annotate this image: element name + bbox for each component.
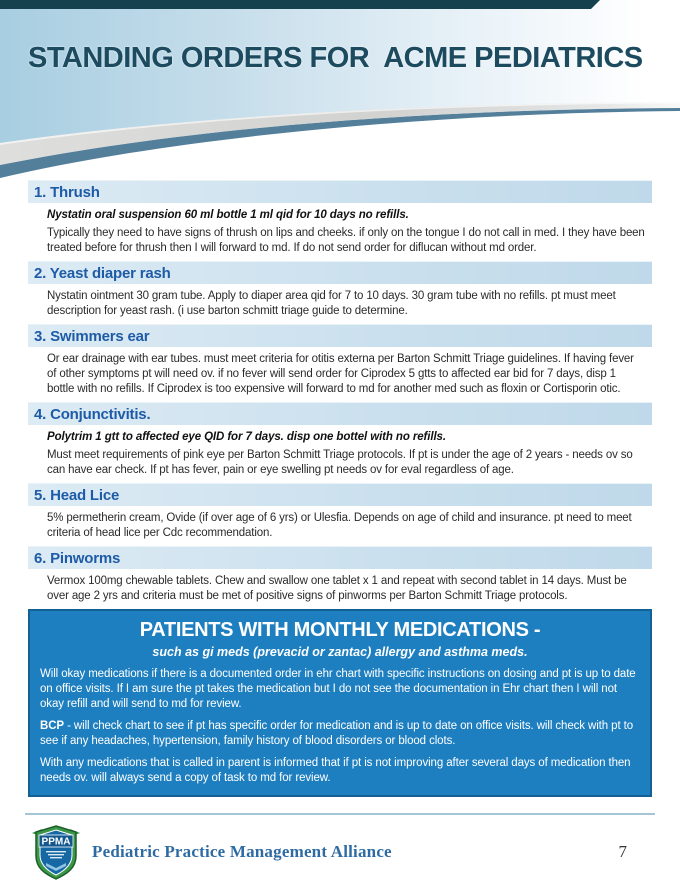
section-heading: 1. Thrush <box>34 183 100 201</box>
monthly-box-heading: PATIENTS WITH MONTHLY MEDICATIONS - <box>139 619 541 641</box>
section-body-text: Vermox 100mg chewable tablets. Chew and swallow one tablet x 1 and repeat with second tablet in 14 days. Must be over age 2 yrs and criteria must be met of positive signs of pinworms per Barton Schmitt Triage protocols. <box>47 575 627 602</box>
section-heading: 4. Conjunctivitis. <box>34 405 151 423</box>
bcp-text: - will check chart to see if pt has specific order for medication and is up to date on office visits. will check with pt to see if any headaches, hypertension, family history of blood disorders or blood clots. <box>40 720 634 747</box>
bcp-label: BCP <box>40 720 64 732</box>
section-body-text: Must meet requirements of pink eye per Barton Schmitt Triage protocols. If pt is under the age of 2 years - needs ov so can have ear check. If pt has fever, pain or eye swelling pt needs ov for eval regardless of age. <box>47 449 633 476</box>
section-conjunctivitis <box>28 402 652 478</box>
page-number: 7 <box>618 842 627 861</box>
section-heading: 5. Head Lice <box>34 486 120 504</box>
page-header <box>0 0 680 180</box>
top-accent-bar <box>0 0 600 9</box>
page-footer <box>30 823 655 881</box>
section-head-lice <box>28 483 652 541</box>
section-heading: 6. Pinworms <box>34 549 121 567</box>
monthly-box-subheading: such as gi meds (prevacid or zantac) allergy and asthma meds. <box>152 645 528 659</box>
monthly-box-paragraph-2 <box>40 719 640 749</box>
ppma-logo-icon <box>30 823 82 881</box>
section-body-text: Typically they need to have signs of thrush on lips and cheeks. if only on the tongue I do not call in med. I they have been treated before for thrush then I will forward to md. If do not send order for diflucan without md order. <box>47 227 645 254</box>
section-heading-bar <box>28 180 652 203</box>
section-order-line: Nystatin oral suspension 60 ml bottle 1 ml qid for 10 days no refills. <box>47 209 409 221</box>
section-thrush <box>28 180 652 256</box>
monthly-box-paragraph-3: With any medications that is called in parent is informed that if pt is not improving after several days of medication then needs ov. will always send a copy of task to md for review. <box>40 757 631 784</box>
page-title: STANDING ORDERS FOR ACME PEDIATRICS <box>28 42 643 74</box>
monthly-medications-box <box>28 609 652 797</box>
section-body-text: Or ear drainage with ear tubes. must meet criteria for otitis externa per Barton Schmitt Triage guidelines. If having fever of other symptoms pt will need ov. if no fever will send order for Ciprodex 5 gtts to affected ear bid for 7 days, disp 1 bottle with no refills. If Ciprodex is too expensive will forward to md for another med such as floxin or Cortisporin otic. <box>47 353 634 395</box>
section-body-text: Nystatin ointment 30 gram tube. Apply to diaper area qid for 7 to 10 days. 30 gram tube with no refills. pt must meet description for yeast rash. (i use barton schmitt triage guide to determine. <box>47 290 616 317</box>
monthly-box-paragraph-1: Will okay medications if there is a documented order in ehr chart with specific instructions on dosing and pt is up to date on office visits. If I am sure the pt takes the medication but I do not see the documentation in Ehr chart then I will not okay refill and will send to md for review. <box>40 668 636 710</box>
section-yeast-diaper-rash <box>28 261 652 319</box>
section-heading: 2. Yeast diaper rash <box>34 264 171 282</box>
section-heading-bar <box>28 261 652 284</box>
section-heading-bar <box>28 546 652 569</box>
standing-orders-list <box>28 180 652 604</box>
header-swoosh-graphic <box>0 85 680 180</box>
section-heading: 3. Swimmers ear <box>34 327 150 345</box>
section-order-line: Polytrim 1 gtt to affected eye QID for 7 days. disp one bottel with no refills. <box>47 431 446 443</box>
section-swimmers-ear <box>28 324 652 397</box>
section-pinworms <box>28 546 652 604</box>
organization-name: Pediatric Practice Management Alliance <box>92 842 392 861</box>
section-heading-bar <box>28 483 652 506</box>
footer-divider <box>25 813 655 815</box>
section-body-text: 5% permetherin cream, Ovide (if over age of 6 yrs) or Ulesfia. Depends on age of child and insurance. pt need to meet criteria of head lice per Cdc recommendation. <box>47 512 632 539</box>
section-heading-bar <box>28 324 652 347</box>
svg-text:PPMA: PPMA <box>41 836 71 848</box>
section-heading-bar <box>28 402 652 425</box>
